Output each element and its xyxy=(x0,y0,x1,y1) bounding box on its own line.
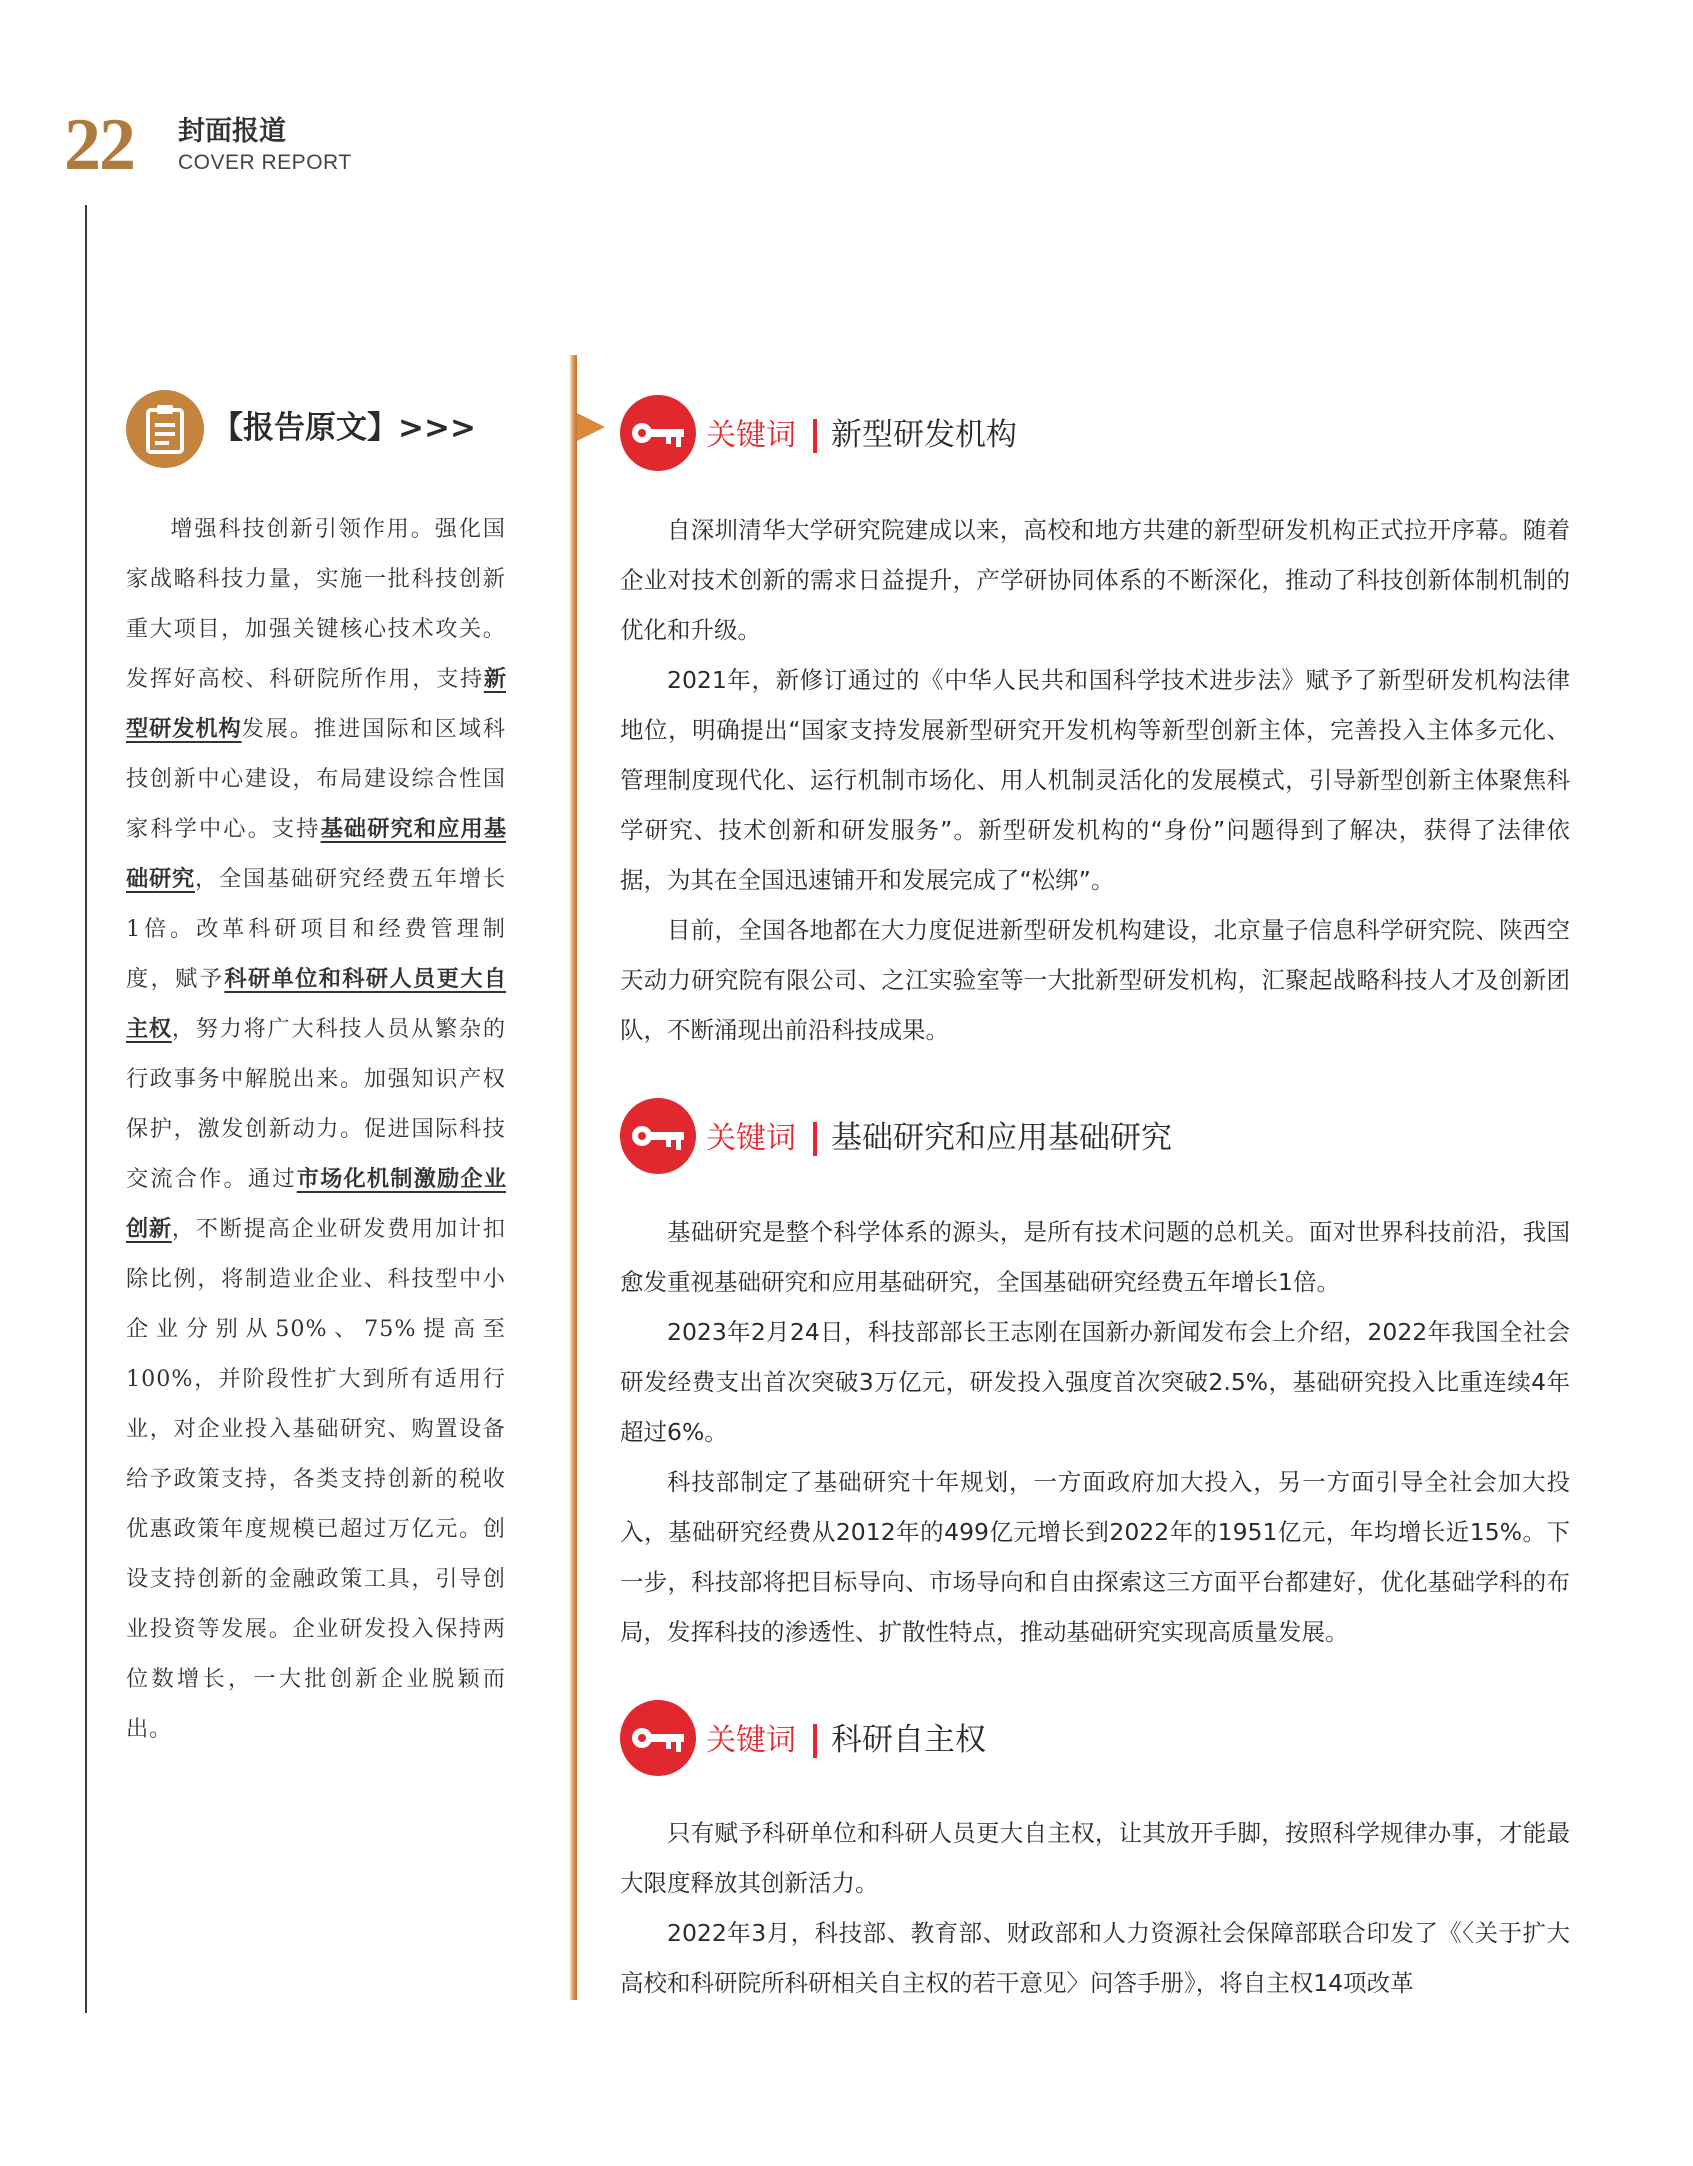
highlight-keyword: 新型研发机构 xyxy=(126,666,506,742)
keyword-label: 关键词 xyxy=(706,1723,796,1758)
keyword-body xyxy=(620,1207,1570,1657)
highlight-keyword: 科研单位和科研人员更大自主权 xyxy=(126,966,507,1042)
paragraph: 2023年2月24日，科技部部长王志刚在国新办新闻发布会上介绍，2022年我国全社会研发经费支出首次突破3万亿元，研发投入强度首次突破2.5%，基础研究投入比重连续4年超过6%。 xyxy=(620,1318,1570,1446)
keyword-body xyxy=(620,505,1570,1055)
paragraph: 目前，全国各地都在大力度促进新型研发机构建设，北京量子信息科学研究院、陕西空天动力研究院有限公司、之江实验室等一大批新型研发机构，汇聚起战略科技人才及创新团队，不断涌现出前沿科技成果。 xyxy=(620,916,1570,1044)
paragraph: 2021年，新修订通过的《中华人民共和国科学技术进步法》赋予了新型研发机构法律地位，明确提出“国家支持发展新型研究开发机构等新型创新主体，完善投入主体多元化、管理制度现代化、运行机制市场化、用人机制灵活化的发展模式，引导新型创新主体聚焦科学研究、技术创新和研发服务”。新型研发机构的“身份”问题得到了解决，获得了法律依据，为其在全国迅速铺开和发展完成了“松绑”。 xyxy=(620,666,1570,894)
keyword-title: 科研自主权 xyxy=(831,1722,986,1758)
section-title-en: COVER REPORT xyxy=(178,151,352,174)
keyword-separator xyxy=(813,419,817,453)
keyword-label: 关键词 xyxy=(706,1121,796,1156)
keyword-title: 基础研究和应用基础研究 xyxy=(831,1120,1172,1156)
paragraph: 自深圳清华大学研究院建成以来，高校和地方共建的新型研发机构正式拉开序幕。随着企业对技术创新的需求日益提升，产学研协同体系的不断深化，推动了科技创新体制机制的优化和升级。 xyxy=(620,516,1570,644)
left-vertical-rule xyxy=(85,205,87,2013)
keyword-label: 关键词 xyxy=(706,418,796,453)
keyword-title: 新型研发机构 xyxy=(831,417,1017,453)
keyword-separator xyxy=(813,1122,817,1156)
highlight-keyword: 市场化机制激励企业创新 xyxy=(126,1166,507,1242)
divider-arrow-icon xyxy=(577,413,605,441)
key-icon xyxy=(620,1700,696,1776)
key-icon xyxy=(620,395,696,471)
report-original-text: 增强科技创新引领作用。强化国家战略科技力量，实施一批科技创新重大项目，加强关键核心技术攻关。发挥好高校、科研院所作用，支持新型研发机构发展。推进国际和区域科技创新中心建设，布局建设综合性国家科学中心。支持基础研究和应用基础研究，全国基础研究经费五年增长1倍。改革科研项目和经费管理制度，赋予科研单位和科研人员更大自主权，努力将广大科技人员从繁杂的行政事务中解脱出来。加强知识产权保护，激发创新动力。促进国际科技交流合作。通过市场化机制激励企业创新，不断提高企业研发费用加计扣除比例，将制造业企业、科技型中小企业分别从50%、75%提高至100%，并阶段性扩大到所有适用行业，对企业投入基础研究、购置设备给予政策支持，各类支持创新的税收优惠政策年度规模已超过万亿元。创设支持创新的金融政策工具，引导创业投资等发展。企业研发投入保持两位数增长，一大批创新企业脱颖而出。 xyxy=(126,516,507,1742)
keyword-separator xyxy=(813,1724,817,1758)
paragraph: 基础研究是整个科学体系的源头，是所有技术问题的总机关。面对世界科技前沿，我国愈发重视基础研究和应用基础研究，全国基础研究经费五年增长1倍。 xyxy=(620,1218,1570,1296)
keyword-body xyxy=(620,1808,1570,2008)
page-number: 22 xyxy=(64,104,134,186)
highlight-keyword: 基础研究和应用基础研究 xyxy=(126,816,507,892)
paragraph: 只有赋予科研单位和科研人员更大自主权，让其放开手脚，按照科学规律办事，才能最大限度释放其创新活力。 xyxy=(620,1819,1570,1897)
report-original-title: 【报告原文】>>> xyxy=(212,410,476,446)
paragraph: 科技部制定了基础研究十年规划，一方面政府加大投入，另一方面引导全社会加大投入，基础研究经费从2012年的499亿元增长到2022年的1951亿元，年均增长近15%。下一步，科技部将把目标导向、市场导向和自由探索这三方面平台都建好，优化基础学科的布局，发挥科技的渗透性、扩散性特点，推动基础研究实现高质量发展。 xyxy=(620,1468,1570,1646)
key-icon xyxy=(620,1098,696,1174)
clipboard-icon xyxy=(126,390,204,468)
paragraph: 2022年3月，科技部、教育部、财政部和人力资源社会保障部联合印发了《〈关于扩大高校和科研院所科研相关自主权的若干意见〉问答手册》，将自主权14项改革 xyxy=(620,1919,1570,1997)
column-divider xyxy=(570,355,577,2000)
section-title: 封面报道 xyxy=(178,116,286,147)
